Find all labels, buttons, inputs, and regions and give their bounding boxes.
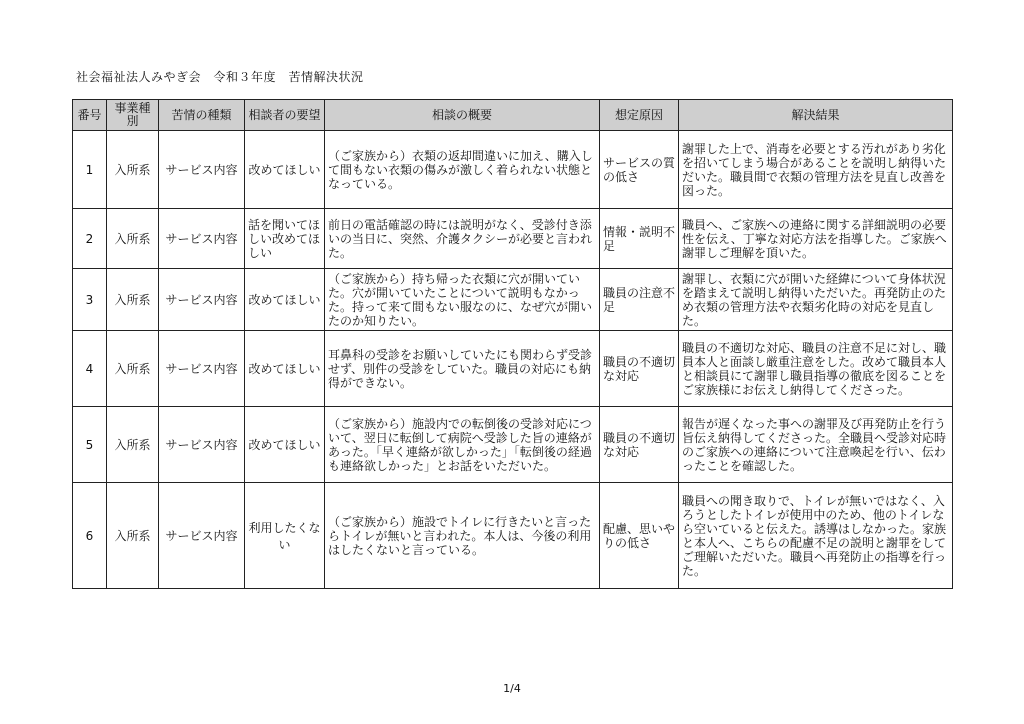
table-row: [73, 407, 953, 483]
cell-result: 謝罪した上で、消毒を必要とする汚れがあり劣化を招いてしまう場合があることを説明し納得いただいた。職員間で衣類の管理方法を見直し改善を図った。: [679, 131, 953, 209]
cell-business-type: 入所系: [107, 483, 159, 589]
cell-number: 5: [73, 407, 107, 483]
page-indicator: 1/4: [503, 682, 521, 695]
cell-complaint-type: サービス内容: [159, 483, 245, 589]
document-title: 社会福祉法人みやぎ会 令和３年度 苦情解決状況: [76, 70, 364, 84]
cell-cause: 職員の不適切な対応: [600, 331, 679, 407]
cell-number: 2: [73, 209, 107, 269]
cell-summary: （ご家族から）施設でトイレに行きたいと言ったらトイレが無いと言われた。本人は、今後の利用はしたくないと言っている。: [325, 483, 600, 589]
header-result: 解決結果: [679, 100, 953, 131]
cell-number: 3: [73, 269, 107, 331]
table-row: [73, 131, 953, 209]
cell-summary: （ご家族から）衣類の返却間違いに加え、購入して間もない衣類の傷みが激しく着られない状態となっている。: [325, 131, 600, 209]
cell-business-type: 入所系: [107, 209, 159, 269]
cell-result: 職員の不適切な対応、職員の注意不足に対し、職員本人と面談し厳重注意をした。改めて職員本人と相談員にて謝罪し職員指導の徹底を図ることをご家族様にお伝えし納得してくださった。: [679, 331, 953, 407]
cell-result: 職員への聞き取りで、トイレが無いではなく、入ろうとしたトイレが使用中のため、他のトイレなら空いていると伝えた。誘導はしなかった。家族と本人へ、こちらの配慮不足の説明と謝罪をしてご理解いただいた。職員へ再発防止の指導を行った。: [679, 483, 953, 589]
table-header-row: [73, 100, 953, 131]
cell-number: 1: [73, 131, 107, 209]
cell-cause: 職員の不適切な対応: [600, 407, 679, 483]
cell-request: 利用したくない: [245, 483, 325, 589]
cell-cause: 情報・説明不足: [600, 209, 679, 269]
cell-business-type: 入所系: [107, 407, 159, 483]
header-number: 番号: [73, 100, 107, 131]
cell-complaint-type: サービス内容: [159, 407, 245, 483]
cell-business-type: 入所系: [107, 269, 159, 331]
cell-complaint-type: サービス内容: [159, 131, 245, 209]
header-request: 相談者の要望: [245, 100, 325, 131]
cell-request: 話を聞いてほしい改めてほしい: [245, 209, 325, 269]
cell-summary: （ご家族から）持ち帰った衣類に穴が開いていた。穴が開いていたことについて説明もなかった。持って来て間もない服なのに、なぜ穴が開いたのか知りたい。: [325, 269, 600, 331]
cell-cause: サービスの質の低さ: [600, 131, 679, 209]
cell-summary: 耳鼻科の受診をお願いしていたにも関わらず受診せず、別件の受診をしていた。職員の対応にも納得ができない。: [325, 331, 600, 407]
cell-number: 6: [73, 483, 107, 589]
table-row: [73, 269, 953, 331]
cell-complaint-type: サービス内容: [159, 331, 245, 407]
cell-complaint-type: サービス内容: [159, 209, 245, 269]
cell-summary: （ご家族から）施設内での転倒後の受診対応について、翌日に転倒して病院へ受診した旨の連絡があった。「早く連絡が欲しかった」「転倒後の経過も連絡欲しかった」とお話をいただいた。: [325, 407, 600, 483]
cell-request: 改めてほしい: [245, 269, 325, 331]
cell-request: 改めてほしい: [245, 407, 325, 483]
cell-number: 4: [73, 331, 107, 407]
header-business-type: 事業種別: [107, 100, 159, 131]
cell-request: 改めてほしい: [245, 131, 325, 209]
header-cause: 想定原因: [600, 100, 679, 131]
cell-result: 職員へ、ご家族への連絡に関する詳細説明の必要性を伝え、丁寧な対応方法を指導した。ご家族へ謝罪しご理解を頂いた。: [679, 209, 953, 269]
table-row: [73, 209, 953, 269]
table-row: [73, 331, 953, 407]
cell-business-type: 入所系: [107, 131, 159, 209]
cell-request: 改めてほしい: [245, 331, 325, 407]
table-row: [73, 483, 953, 589]
cell-result: 謝罪し、衣類に穴が開いた経緯について身体状況を踏まえて説明し納得いただいた。再発防止のため衣類の管理方法や衣類劣化時の対応を見直した。: [679, 269, 953, 331]
cell-business-type: 入所系: [107, 331, 159, 407]
cell-summary: 前日の電話確認の時には説明がなく、受診付き添いの当日に、突然、介護タクシーが必要と言われた。: [325, 209, 600, 269]
complaint-table: [72, 99, 953, 589]
cell-result: 報告が遅くなった事への謝罪及び再発防止を行う旨伝え納得してくださった。全職員へ受診対応時のご家族への連絡について注意喚起を行い、伝わったことを確認した。: [679, 407, 953, 483]
cell-cause: 配慮、思いやりの低さ: [600, 483, 679, 589]
cell-cause: 職員の注意不足: [600, 269, 679, 331]
header-complaint-type: 苦情の種類: [159, 100, 245, 131]
header-summary: 相談の概要: [325, 100, 600, 131]
cell-complaint-type: サービス内容: [159, 269, 245, 331]
